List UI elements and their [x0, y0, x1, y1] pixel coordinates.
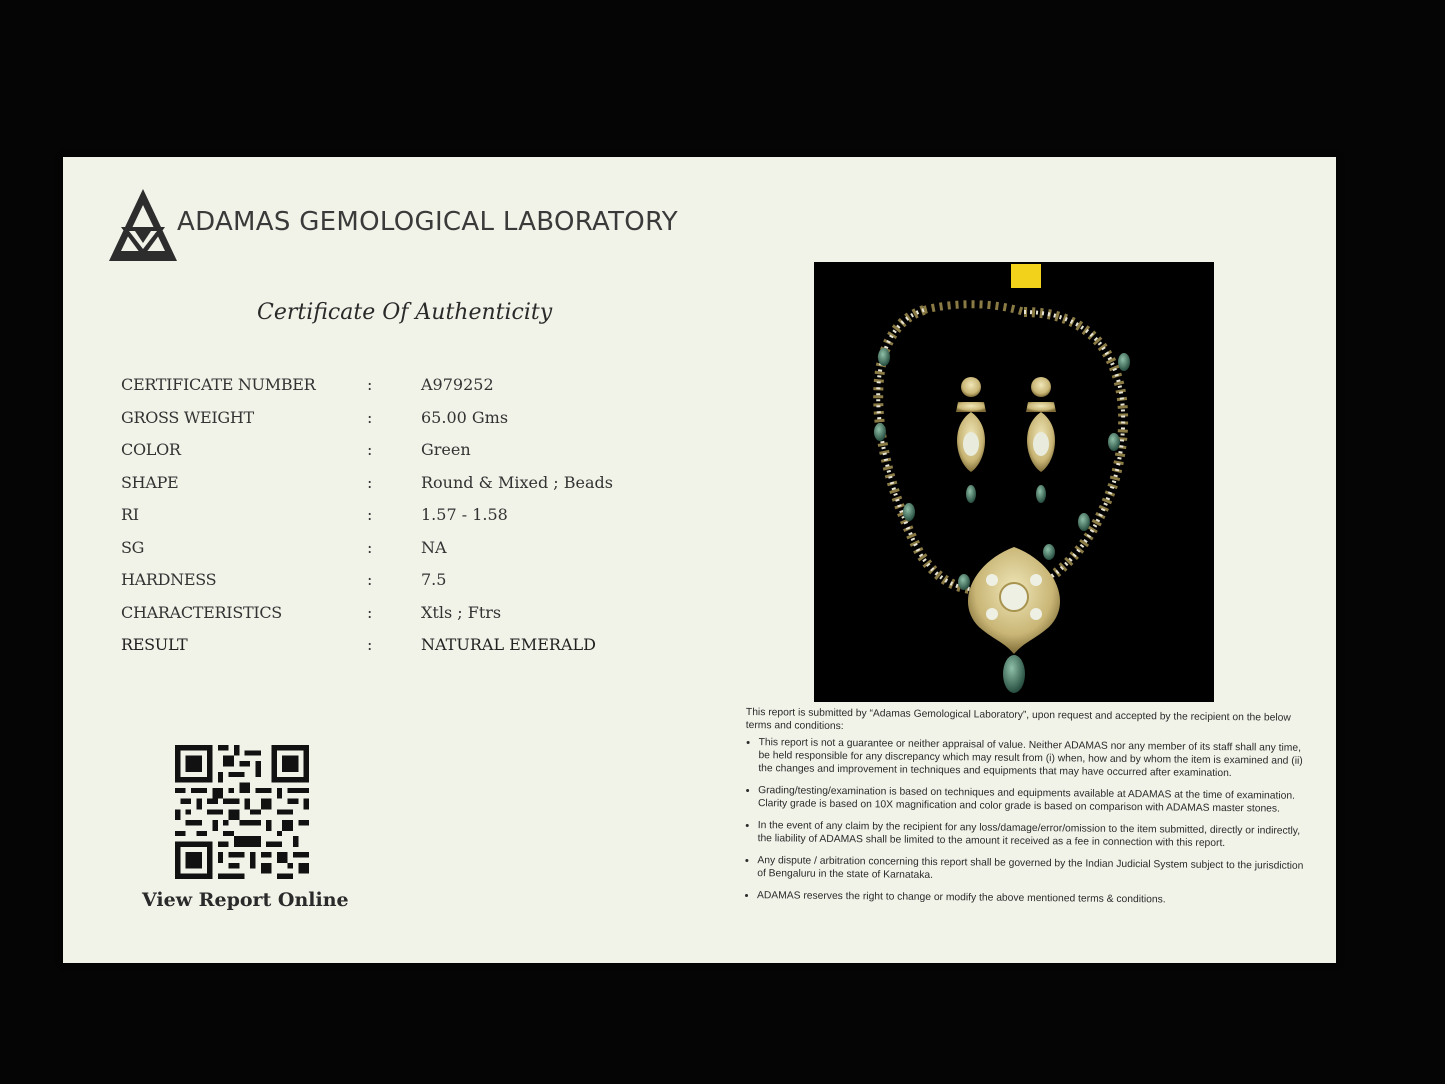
lab-name: ADAMAS GEMOLOGICAL LABORATORY [177, 207, 678, 237]
detail-row-shape [121, 473, 681, 506]
detail-value: 7.5 [421, 570, 447, 589]
detail-label: CERTIFICATE NUMBER [121, 375, 316, 394]
detail-value: NA [421, 537, 447, 557]
detail-separator: : [367, 440, 373, 459]
detail-label: RI [121, 505, 139, 524]
certificate-details [121, 375, 681, 668]
detail-row-certificate-number [121, 375, 681, 408]
detail-separator: : [367, 602, 373, 622]
detail-label: COLOR [121, 440, 181, 459]
detail-value: 1.57 - 1.58 [421, 505, 508, 524]
detail-row-hardness [121, 570, 681, 603]
terms-item: • In the event of any claim by the recipient for any loss/damage/error/omission to the item submitted, directly or indirectly, the liability of ADAMAS shall be limited to the amount it received as a fee in connection with this report. [758, 819, 1305, 851]
detail-separator: : [367, 635, 373, 654]
view-report-online-link[interactable]: View Report Online [142, 889, 349, 911]
detail-label: GROSS WEIGHT [121, 407, 254, 427]
detail-separator: : [367, 472, 373, 492]
terms-item: • Any dispute / arbitration concerning this report shall be governed by the Indian Judicial System subject to the jurisdiction of Bengaluru in the state of Karnataka. [757, 854, 1304, 886]
terms-intro: This report is submitted by “Adamas Gemological Laboratory”, upon request and accepted by the recipient on the below terms and conditions: [745, 706, 1291, 733]
terms-item: • This report is not a guarantee or neither appraisal of value. Neither ADAMAS nor any member of its staff shall any time, be held responsible for any discrepancy which may result from (i) when, how and by whom the item is examined and (ii) the changes and improvement in techniques and equipments that may have occurred after examination. [758, 736, 1305, 781]
detail-separator: : [367, 505, 373, 524]
detail-value: Round & Mixed ; Beads [421, 472, 613, 492]
terms-and-conditions [744, 706, 1306, 917]
detail-label: SG [121, 537, 145, 557]
detail-separator: : [367, 570, 373, 589]
detail-label: CHARACTERISTICS [121, 602, 282, 622]
jewellery-photo [814, 262, 1214, 702]
detail-row-color [121, 440, 681, 473]
detail-row-ri [121, 505, 681, 538]
detail-row-gross-weight [121, 408, 681, 441]
detail-value: 65.00 Gms [421, 407, 509, 427]
adamas-logo-icon [107, 187, 179, 263]
detail-separator: : [367, 375, 373, 394]
detail-label: HARDNESS [121, 570, 217, 589]
terms-item: • Grading/testing/examination is based on techniques and equipments available at ADAMAS at the time of examination. Clarity grade is based on 10X magnification and color grade is based on comparison with ADAMAS master stones. [758, 784, 1305, 816]
necklace-image [814, 262, 1214, 702]
detail-row-result [121, 635, 681, 668]
certificate-card [63, 157, 1336, 963]
qr-code-icon[interactable] [175, 745, 309, 879]
detail-row-sg [121, 538, 681, 571]
detail-label: RESULT [121, 635, 188, 654]
detail-separator: : [367, 537, 373, 557]
detail-value: Green [421, 440, 471, 459]
terms-item: • ADAMAS reserves the right to change or modify the above mentioned terms & conditions. [757, 889, 1304, 908]
certificate-title: Certificate Of Authenticity [257, 300, 553, 325]
detail-row-characteristics [121, 603, 681, 636]
detail-label: SHAPE [121, 472, 179, 492]
detail-separator: : [367, 407, 373, 427]
detail-value: A979252 [421, 375, 494, 394]
detail-value: Xtls ; Ftrs [421, 602, 502, 622]
result-value: NATURAL EMERALD [421, 635, 596, 654]
terms-list [744, 736, 1306, 908]
